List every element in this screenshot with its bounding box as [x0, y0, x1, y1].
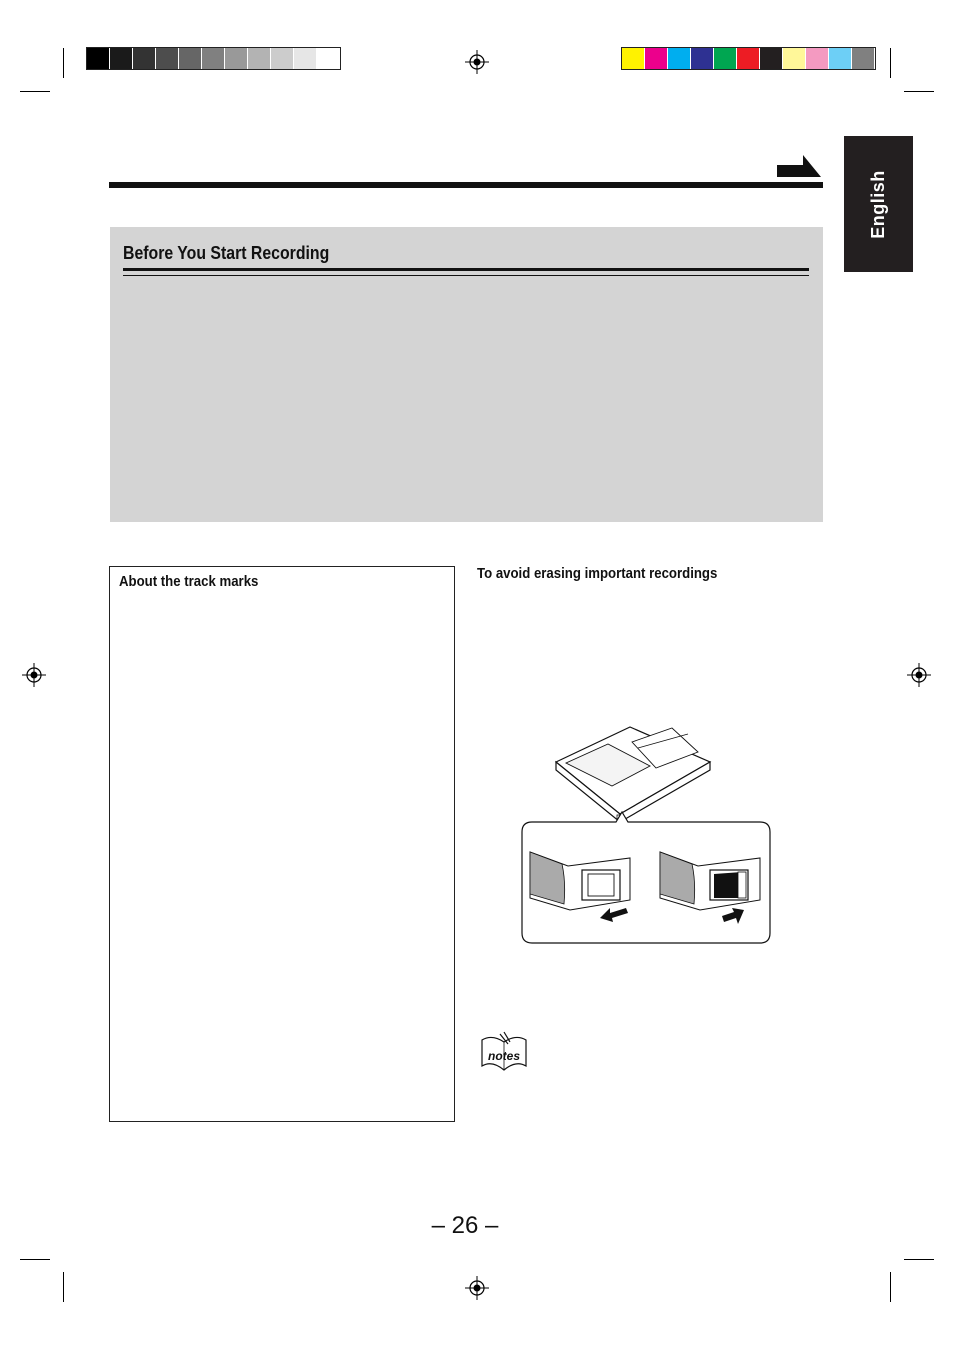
grayscale-calibration-bar [86, 47, 341, 70]
crop-mark [63, 1272, 64, 1302]
track-marks-box [109, 566, 455, 1122]
color-swatch [852, 48, 875, 69]
registration-mark-icon [465, 1276, 489, 1300]
gray-swatch [87, 48, 110, 69]
continue-arrow-icon [777, 155, 822, 179]
crop-mark [63, 48, 64, 78]
gray-swatch [248, 48, 271, 69]
section-title: Before You Start Recording [123, 243, 330, 263]
crop-mark [20, 1259, 50, 1260]
color-swatch [829, 48, 852, 69]
crop-mark [904, 91, 934, 92]
crop-mark [890, 48, 891, 78]
gray-swatch [202, 48, 225, 69]
crop-mark [20, 91, 50, 92]
language-tab-label: English [867, 169, 888, 239]
gray-swatch [294, 48, 317, 69]
registration-mark-icon [907, 663, 931, 687]
notes-icon-label: notes [487, 1049, 521, 1063]
color-swatch [622, 48, 645, 69]
color-swatch [645, 48, 668, 69]
color-swatch [691, 48, 714, 69]
minidisc-write-protect-illustration [520, 722, 772, 947]
title-rule [123, 268, 809, 271]
color-swatch [668, 48, 691, 69]
gray-swatch [179, 48, 202, 69]
gray-swatch [133, 48, 156, 69]
registration-mark-icon [22, 663, 46, 687]
crop-mark [890, 1272, 891, 1302]
erase-protection-title: To avoid erasing important recordings [477, 565, 718, 582]
color-swatch [760, 48, 783, 69]
color-swatch [806, 48, 829, 69]
registration-mark-icon [465, 50, 489, 74]
track-marks-title: About the track marks [119, 573, 259, 590]
crop-mark [904, 1259, 934, 1260]
gray-swatch [271, 48, 294, 69]
title-rule-thin [123, 275, 809, 276]
gray-swatch [110, 48, 133, 69]
page-number: – 26 – [431, 1212, 499, 1239]
before-recording-section [110, 227, 823, 522]
gray-swatch [225, 48, 248, 69]
notes-icon [478, 1030, 530, 1076]
gray-swatch [156, 48, 179, 69]
gray-swatch [317, 48, 340, 69]
header-rule [109, 182, 823, 188]
color-swatch [714, 48, 737, 69]
language-tab [844, 136, 913, 272]
color-swatch [783, 48, 806, 69]
color-swatch [737, 48, 760, 69]
color-calibration-bar [621, 47, 876, 70]
